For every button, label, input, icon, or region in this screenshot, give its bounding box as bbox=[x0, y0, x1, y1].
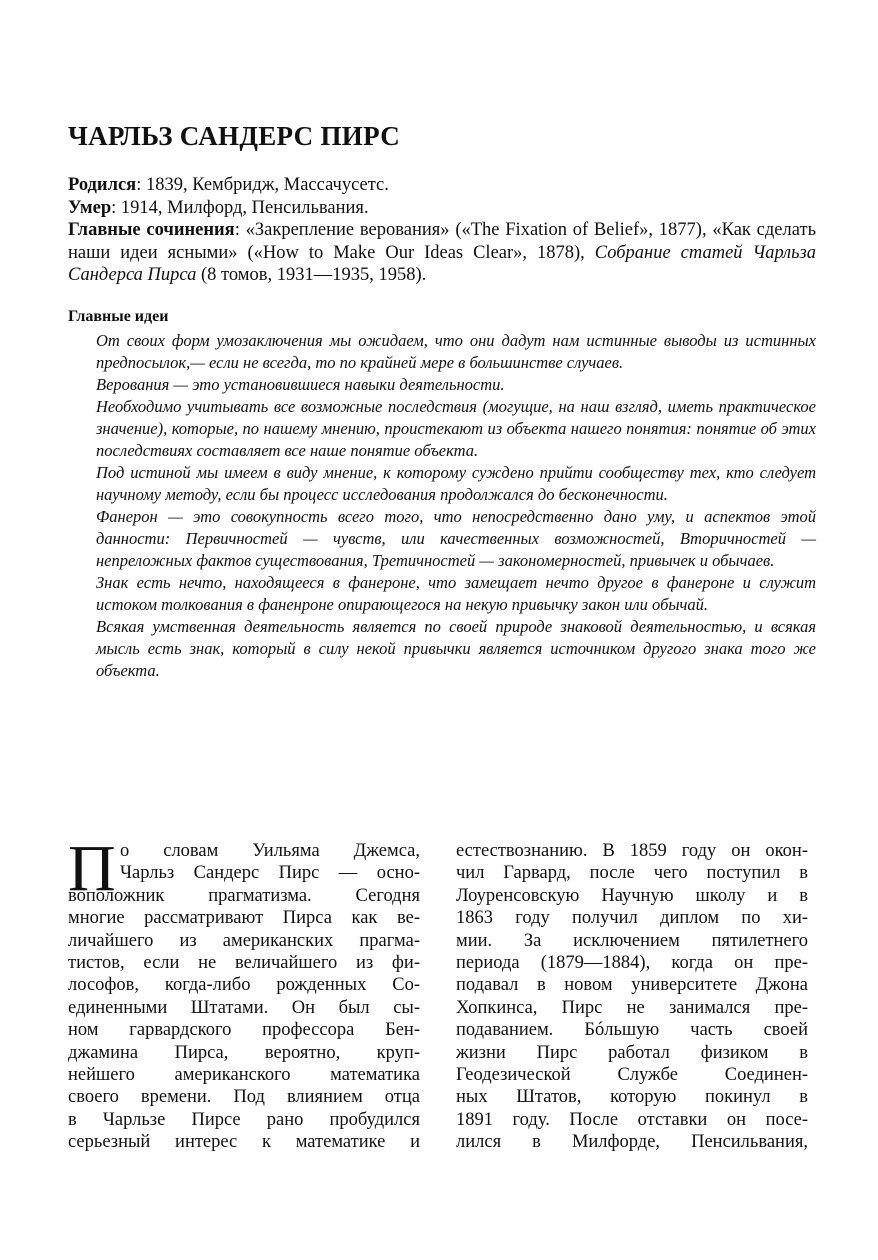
text-line: естествознанию. В 1859 году он окон- bbox=[456, 841, 808, 861]
died-line bbox=[68, 197, 816, 220]
born-value: : 1839, Кембридж, Массачусетс. bbox=[136, 175, 389, 195]
text-line: Хопкинса, Пирс не занимался пре- bbox=[456, 997, 808, 1018]
main-ideas-list bbox=[96, 330, 816, 682]
text-line: ных Штатов, которую покинул в bbox=[456, 1087, 808, 1108]
text-line: Чарльз Сандерс Пирс — осно- bbox=[120, 863, 420, 884]
text-line: личайшего из американских прагма- bbox=[68, 930, 420, 951]
works-value: : «Закрепление верования» («The Fixation of Belief», 1877), «Как сделать наши идеи ясными» («How to Make Our Ideas Clear», 1878), bbox=[68, 220, 817, 263]
text-line: многие рассматривают Пирса как ве- bbox=[68, 908, 420, 929]
born-label: Родился bbox=[68, 175, 137, 195]
biography-facts bbox=[68, 174, 816, 287]
text-line: подавал в новом университете Джона bbox=[456, 975, 808, 996]
text-line: подаванием. Бóльшую часть своей bbox=[456, 1020, 808, 1041]
text-line: своего времени. Под влиянием отца bbox=[68, 1087, 420, 1108]
text-line: тистов, если не величайшего из фи- bbox=[68, 953, 420, 974]
collected-works-details: (8 томов, 1931—1935, 1958). bbox=[196, 265, 427, 285]
text-line: единенными Штатами. Он был сы- bbox=[68, 997, 420, 1018]
idea-item: Фанерон — это совокупность всего того, что непосредственно дано уму, и аспектов этой данности: Первичностей — чувств, или качественных возможностей, Вторичностей — непреложных фактов существования, Третичностей — закономерностей, привычек и обычаев. bbox=[96, 507, 816, 570]
body-column-right bbox=[456, 840, 808, 1154]
works-line bbox=[68, 219, 816, 287]
works-label: Главные сочинения bbox=[68, 220, 235, 240]
text-line: в Чарльзе Пирсе рано пробудился bbox=[68, 1109, 420, 1130]
text-line: 1863 году получил диплом по хи- bbox=[456, 908, 808, 929]
idea-item: Всякая умственная деятельность является по своей природе знаковой деятельностью, и всякая мысль есть знак, который в силу некой привычки является источником другого знака того же объекта. bbox=[96, 617, 816, 680]
text-line: периода (1879—1884), когда он пре- bbox=[456, 953, 808, 974]
drop-cap: П bbox=[68, 832, 116, 905]
text-line: воположник прагматизма. Сегодня bbox=[68, 885, 420, 906]
text-line: о словам Уильяма Джемса, bbox=[120, 841, 420, 861]
text-line: ном гарвардского профессора Бен- bbox=[68, 1020, 420, 1041]
idea-item: От своих форм умозаключения мы ожидаем, что они дадут нам истинные выводы из истинных предпосылок,— если не всегда, то по крайней мере в большинстве случаев. bbox=[96, 331, 816, 372]
page-title: ЧАРЛЬЗ САНДЕРС ПИРС bbox=[68, 121, 401, 151]
text-line: 1891 году. После отставки он посе- bbox=[456, 1109, 808, 1130]
idea-item: Под истиной мы имеем в виду мнение, к которому суждено прийти сообществу тех, кто следует научному методу, если бы процесс исследования продолжался до бесконечности. bbox=[96, 463, 816, 504]
text-line: Геодезической Службе Соединен- bbox=[456, 1065, 808, 1086]
text-line: нейшего американского математика bbox=[68, 1065, 420, 1086]
died-label: Умер bbox=[68, 197, 112, 218]
born-line bbox=[68, 174, 816, 197]
died-value: : 1914, Милфорд, Пенсильвания. bbox=[111, 197, 369, 218]
text-line: Лоуренсовскую Научную школу и в bbox=[456, 885, 808, 906]
main-ideas-heading: Главные идеи bbox=[68, 308, 169, 325]
body-column-left bbox=[68, 840, 420, 1154]
text-line: серьезный интерес к математике и bbox=[68, 1132, 420, 1153]
idea-item: Знак есть нечто, находящееся в фанероне, что замещает нечто другое в фанероне и служит истоком толкования в фаненроне опирающегося на некую привычку закон или обычай. bbox=[96, 573, 816, 614]
text-line: джамина Пирса, вероятно, круп- bbox=[68, 1042, 420, 1063]
text-line: лился в Милфорде, Пенсильвания, bbox=[456, 1132, 808, 1153]
text-line: лософов, когда-либо рожденных Со- bbox=[68, 975, 420, 996]
idea-item: Необходимо учитывать все возможные последствия (могущие, на наш взгляд, иметь практическое значение), которые, по нашему мнению, проистекают из объекта нашего понятия: понятие об этих последствиях составляет все наше понятие объекта. bbox=[96, 397, 816, 460]
text-line: мии. За исключением пятилетнего bbox=[456, 930, 808, 951]
collected-works-title: Собрание статей Чарльза Сандерса Пирса bbox=[68, 242, 816, 285]
text-line: чил Гарвард, после чего поступил в bbox=[456, 863, 808, 884]
idea-item: Верования — это установившиеся навыки деятельности. bbox=[96, 375, 505, 394]
text-line: жизни Пирс работал физиком в bbox=[456, 1042, 808, 1063]
